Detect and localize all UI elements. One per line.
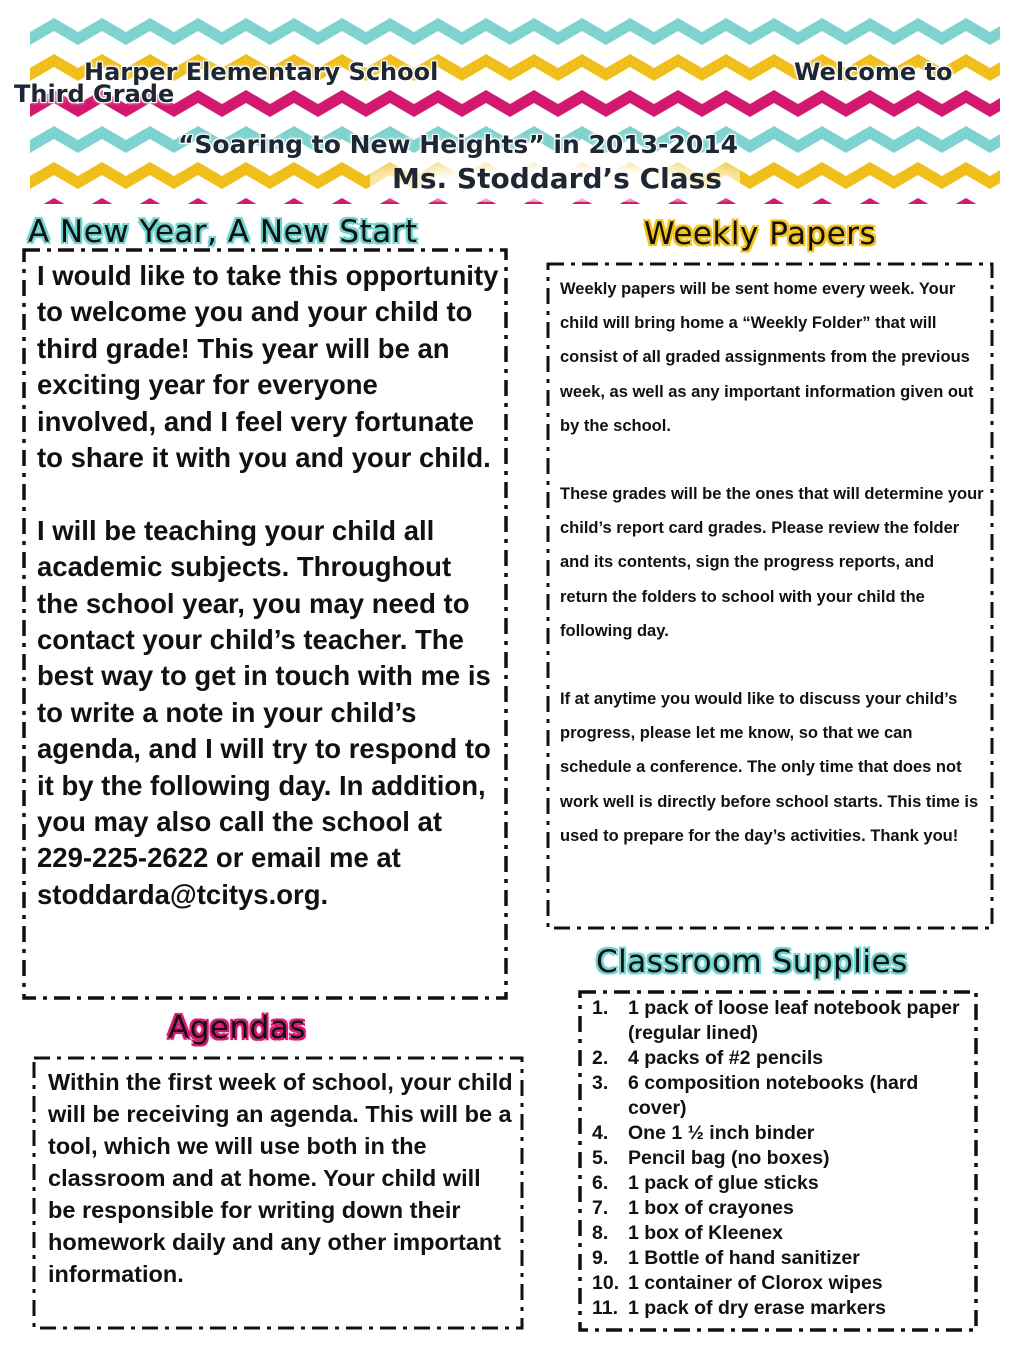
chevron-banner [30,14,1000,204]
new-year-heading: A New Year, A New Start [28,214,418,250]
welcome-text: Welcome to [794,58,953,86]
grade-title: Third Grade [14,80,175,108]
list-item: 8. 1 box of Kleenex [592,1222,783,1244]
list-item: 6. 1 pack of glue sticks [592,1172,819,1194]
agendas-box [32,1056,524,1330]
new-year-paragraph-1: I would like to take this opportunity to welcome you and your child to third grade! This year will be an exciting year for everyone involved, and I feel very fortunate to share it with you and your child. [37,260,499,474]
chevron-stripe [30,90,1000,117]
motto: “Soaring to New Heights” in 2013-2014 [178,130,738,159]
list-item: 9. 1 Bottle of hand sanitizer [592,1247,860,1269]
supply-list [592,996,972,1321]
list-item: 5. Pencil bag (no boxes) [592,1147,830,1169]
weekly-papers-heading: Weekly Papers [644,216,877,252]
new-year-box [22,248,508,1000]
agendas-text: Within the first week of school, your child will be receiving an agenda. This will be a tool, which we will use both in the classroom and at home. Your child will be responsible for writing down their homework daily and any other important information. [48,1069,513,1287]
list-item: 7. 1 box of crayones [592,1197,794,1219]
weekly-paragraph-1: Weekly papers will be sent home every week. Your child will bring home a “Weekly Folder” that will consist of all graded assignments from the previous week, as well as any important information given out by the school. [560,280,974,435]
class-name-highlight [370,160,740,202]
list-item: 3. 6 composition notebooks (hard cover) [592,1072,919,1119]
list-item: 1. 1 pack of loose leaf notebook paper (regular lined) [592,997,960,1044]
list-item: 11. 1 pack of dry erase markers [592,1297,886,1319]
new-year-text [37,258,499,913]
supplies-box [578,990,978,1332]
weekly-paragraph-3: If at anytime you would like to discuss your child’s progress, please let me know, so that we can schedule a conference. The only time that does not work well is directly before school starts. This time is used to prepare for the day’s activities. Thank you! [560,690,979,845]
list-item: 2. 4 packs of #2 pencils [592,1047,824,1069]
weekly-papers-box [546,262,994,930]
supplies-heading: Classroom Supplies [596,944,908,980]
class-name: Ms. Stoddard’s Class [392,162,722,195]
list-item: 4. One 1 ½ inch binder [592,1122,815,1144]
agendas-heading: Agendas [168,1010,306,1046]
weekly-papers-text [560,272,984,853]
school-name: Harper Elementary School [84,58,439,86]
chevron-stripe [30,18,1000,45]
list-item: 10. 1 container of Clorox wipes [592,1272,883,1294]
weekly-paragraph-2: These grades will be the ones that will determine your child’s report card grades. Please review the folder and its contents, sign the progress reports, and return the folders to school with your child the following day. [560,485,984,640]
new-year-paragraph-2: I will be teaching your child all academic subjects. Throughout the school year, you may need to contact your child’s teacher. The best way to get in touch with me is to write a note in your child’s agenda, and I will try to respond to it by the following day. In addition, you may also call the school at 229-225-2622 or email me at stoddarda@tcitys.org. [37,514,491,910]
